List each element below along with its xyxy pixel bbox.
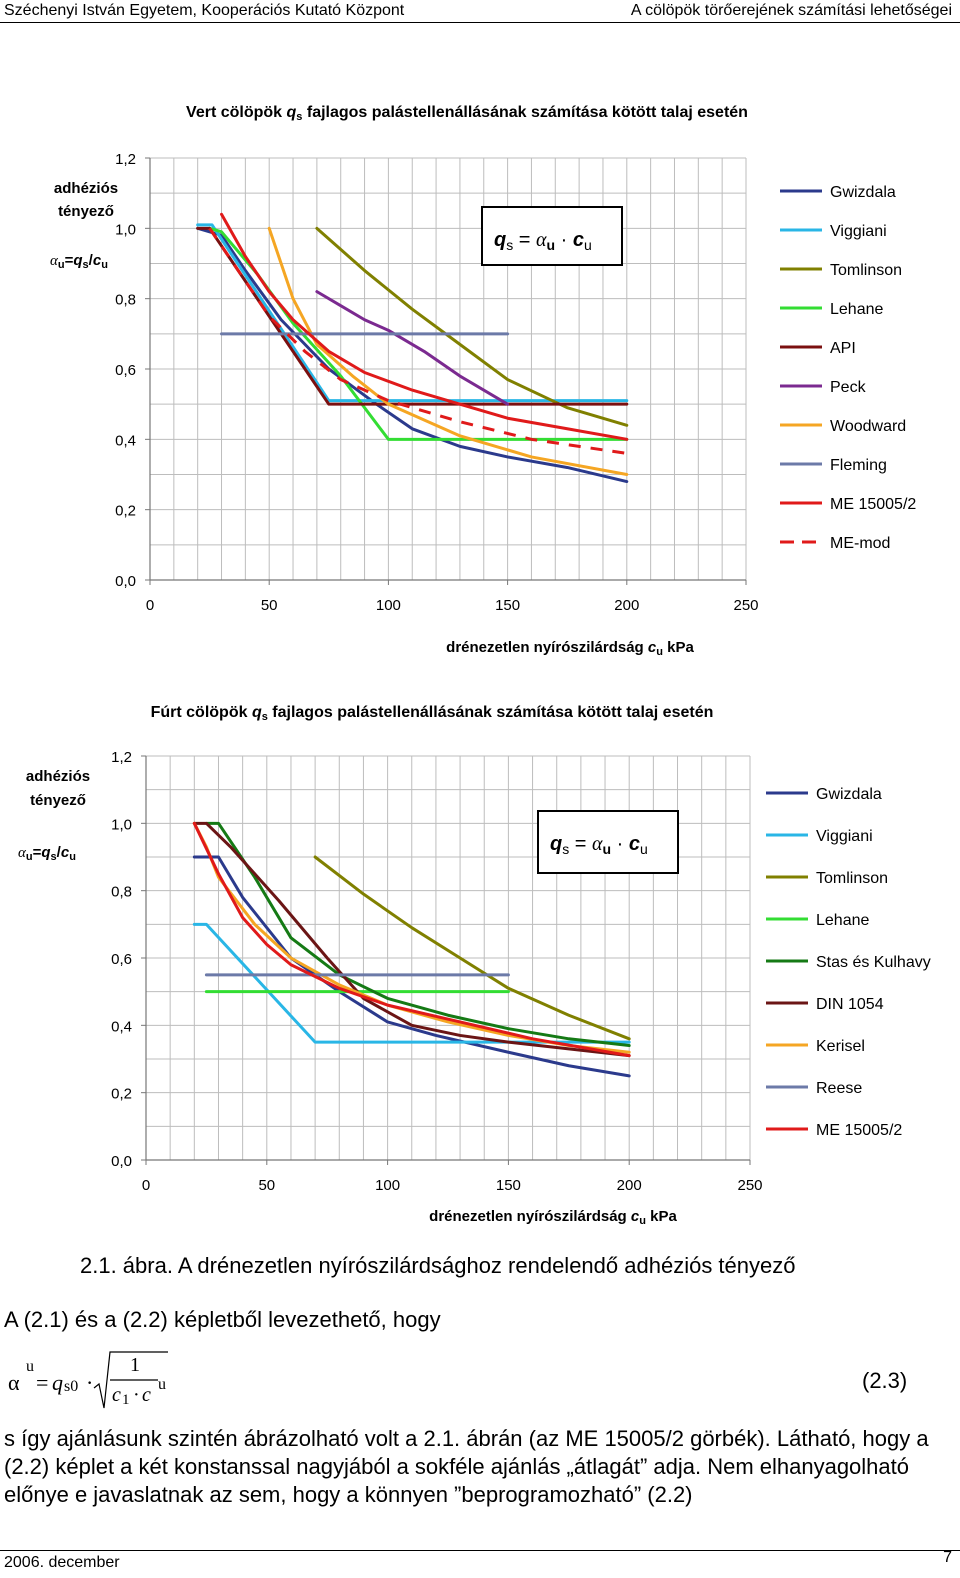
x-tick-label: 0 — [145, 597, 155, 614]
x-tick-label: 150 — [495, 597, 521, 614]
y-tick-label: 0,2 — [115, 502, 136, 520]
legend-label: Lehane — [816, 912, 870, 929]
formula-number: (2.3) — [862, 1368, 908, 1393]
legend-label: Tomlinson — [830, 262, 903, 279]
legend-label: Peck — [830, 379, 866, 396]
formula-sub-u: u — [26, 1358, 34, 1375]
chart-driven-piles — [0, 60, 960, 660]
y-axis-label-formula: $\alpha_u=q_s/c_u$ — [18, 844, 76, 863]
formula-c1: c — [112, 1384, 121, 1406]
chart-title: Vert cölöpök qs fajlagos palástellenállásának számítása kötött talaj esetén — [186, 104, 748, 123]
y-axis-label-line2: tényező — [58, 203, 114, 220]
legend-label: Kerisel — [816, 1038, 865, 1055]
formula-alpha: α — [8, 1370, 20, 1395]
x-tick-label: 100 — [375, 1177, 401, 1194]
legend-label: DIN 1054 — [816, 996, 884, 1013]
legend-label: API — [830, 340, 856, 357]
chart-title: Fúrt cölöpök qs fajlagos palástellenállásának számítása kötött talaj esetén — [150, 704, 714, 723]
y-tick-label: 0,2 — [111, 1085, 132, 1103]
legend-label: Viggiani — [830, 223, 887, 240]
x-tick-label: 200 — [614, 597, 640, 614]
formula-sub-u2: u — [158, 1376, 166, 1393]
y-tick-label: 1,2 — [115, 151, 136, 168]
formula-sub-s0: s0 — [64, 1378, 79, 1395]
header-institution: Széchenyi István Egyetem, Kooperációs Kutató Központ — [4, 2, 405, 19]
legend-label: Viggiani — [816, 828, 873, 845]
y-tick-label: 0,6 — [111, 951, 132, 968]
y-axis-label-line2: tényező — [30, 792, 86, 809]
chart-bored-piles — [0, 660, 960, 1240]
x-axis-label: drénezetlen nyírószilárdság $c_u$ kPa — [446, 639, 694, 658]
y-tick-label: 1,0 — [111, 816, 132, 834]
formula-dot: · — [86, 1370, 94, 1395]
legend-label: Lehane — [830, 301, 884, 318]
y-tick-label: 0,4 — [111, 1018, 132, 1036]
x-tick-label: 50 — [258, 1177, 276, 1194]
y-tick-label: 0,0 — [111, 1153, 132, 1170]
x-axis-label: drénezetlen nyírószilárdság $c_u$ kPa — [429, 1208, 677, 1227]
page-number: 7 — [943, 1549, 952, 1566]
formula-box-text: $q_s = \alpha_u \cdot c_u$ — [550, 833, 648, 857]
formula-q: q — [52, 1370, 63, 1395]
y-tick-label: 0,0 — [115, 573, 136, 590]
y-tick-label: 1,0 — [115, 221, 136, 239]
legend-label: Reese — [816, 1080, 863, 1097]
y-tick-label: 0,6 — [115, 362, 136, 379]
y-tick-label: 0,8 — [115, 291, 136, 309]
paragraph-body: s így ajánlásunk szintén ábrázolható volt a 2.1. ábrán (az ME 15005/2 görbék). Látható, hogy a (2.2) képlet a két konstanssal nagyjából a sokféle ajánlás „átlagát” adja. Nem elhanyagolható előnye e javaslatnak az sem, hogy a könnyen ”beprogramozható” (2.2) — [4, 1426, 929, 1507]
y-tick-label: 0,4 — [115, 432, 136, 450]
x-tick-label: 100 — [375, 597, 401, 614]
y-tick-label: 0,8 — [111, 883, 132, 901]
legend-label: ME 15005/2 — [816, 1122, 903, 1139]
page-header — [0, 0, 960, 23]
y-axis-label-line1: adhéziós — [25, 768, 91, 785]
formula-radical — [0, 1350, 200, 1420]
x-tick-label: 250 — [737, 1177, 763, 1194]
formula-sub-1: 1 — [122, 1392, 130, 1408]
footer-date: 2006. december — [4, 1554, 120, 1571]
legend-label: ME-mod — [830, 535, 891, 552]
paragraph-intro: A (2.1) és a (2.2) képletből levezethető, hogy — [4, 1307, 441, 1332]
legend-label: Stas és Kulhavy — [816, 954, 931, 971]
formula-box-text: $q_s = \alpha_u \cdot c_u$ — [494, 229, 592, 253]
header-document-title: A cölöpök törőerejének számítási lehetőségei — [630, 2, 952, 19]
y-axis-label-formula: $\alpha_u=q_s/c_u$ — [50, 252, 108, 271]
legend-label: Gwizdala — [816, 786, 882, 803]
formula-c: c — [142, 1384, 151, 1406]
x-tick-label: 250 — [733, 597, 759, 614]
equation-2-3 — [0, 1350, 960, 1420]
legend-label: Fleming — [830, 457, 887, 474]
figure-caption: 2.1. ábra. A drénezetlen nyírószilárdsághoz rendelendő adhéziós tényező — [80, 1253, 796, 1278]
legend-label: ME 15005/2 — [830, 496, 917, 513]
x-tick-label: 200 — [616, 1177, 642, 1194]
x-tick-label: 0 — [141, 1177, 151, 1194]
y-axis-label-line1: adhéziós — [53, 180, 119, 197]
formula-numerator: 1 — [130, 1354, 140, 1376]
x-tick-label: 150 — [495, 1177, 521, 1194]
legend-label: Woodward — [830, 418, 907, 435]
page-footer — [0, 1550, 960, 1578]
formula-dot2: · — [133, 1384, 140, 1406]
x-tick-label: 50 — [260, 597, 278, 614]
y-tick-label: 1,2 — [111, 749, 132, 766]
legend-label: Gwizdala — [830, 184, 896, 201]
formula-equals: = — [36, 1370, 49, 1395]
legend-label: Tomlinson — [816, 870, 889, 887]
series-line-tomlinson — [315, 857, 629, 1039]
